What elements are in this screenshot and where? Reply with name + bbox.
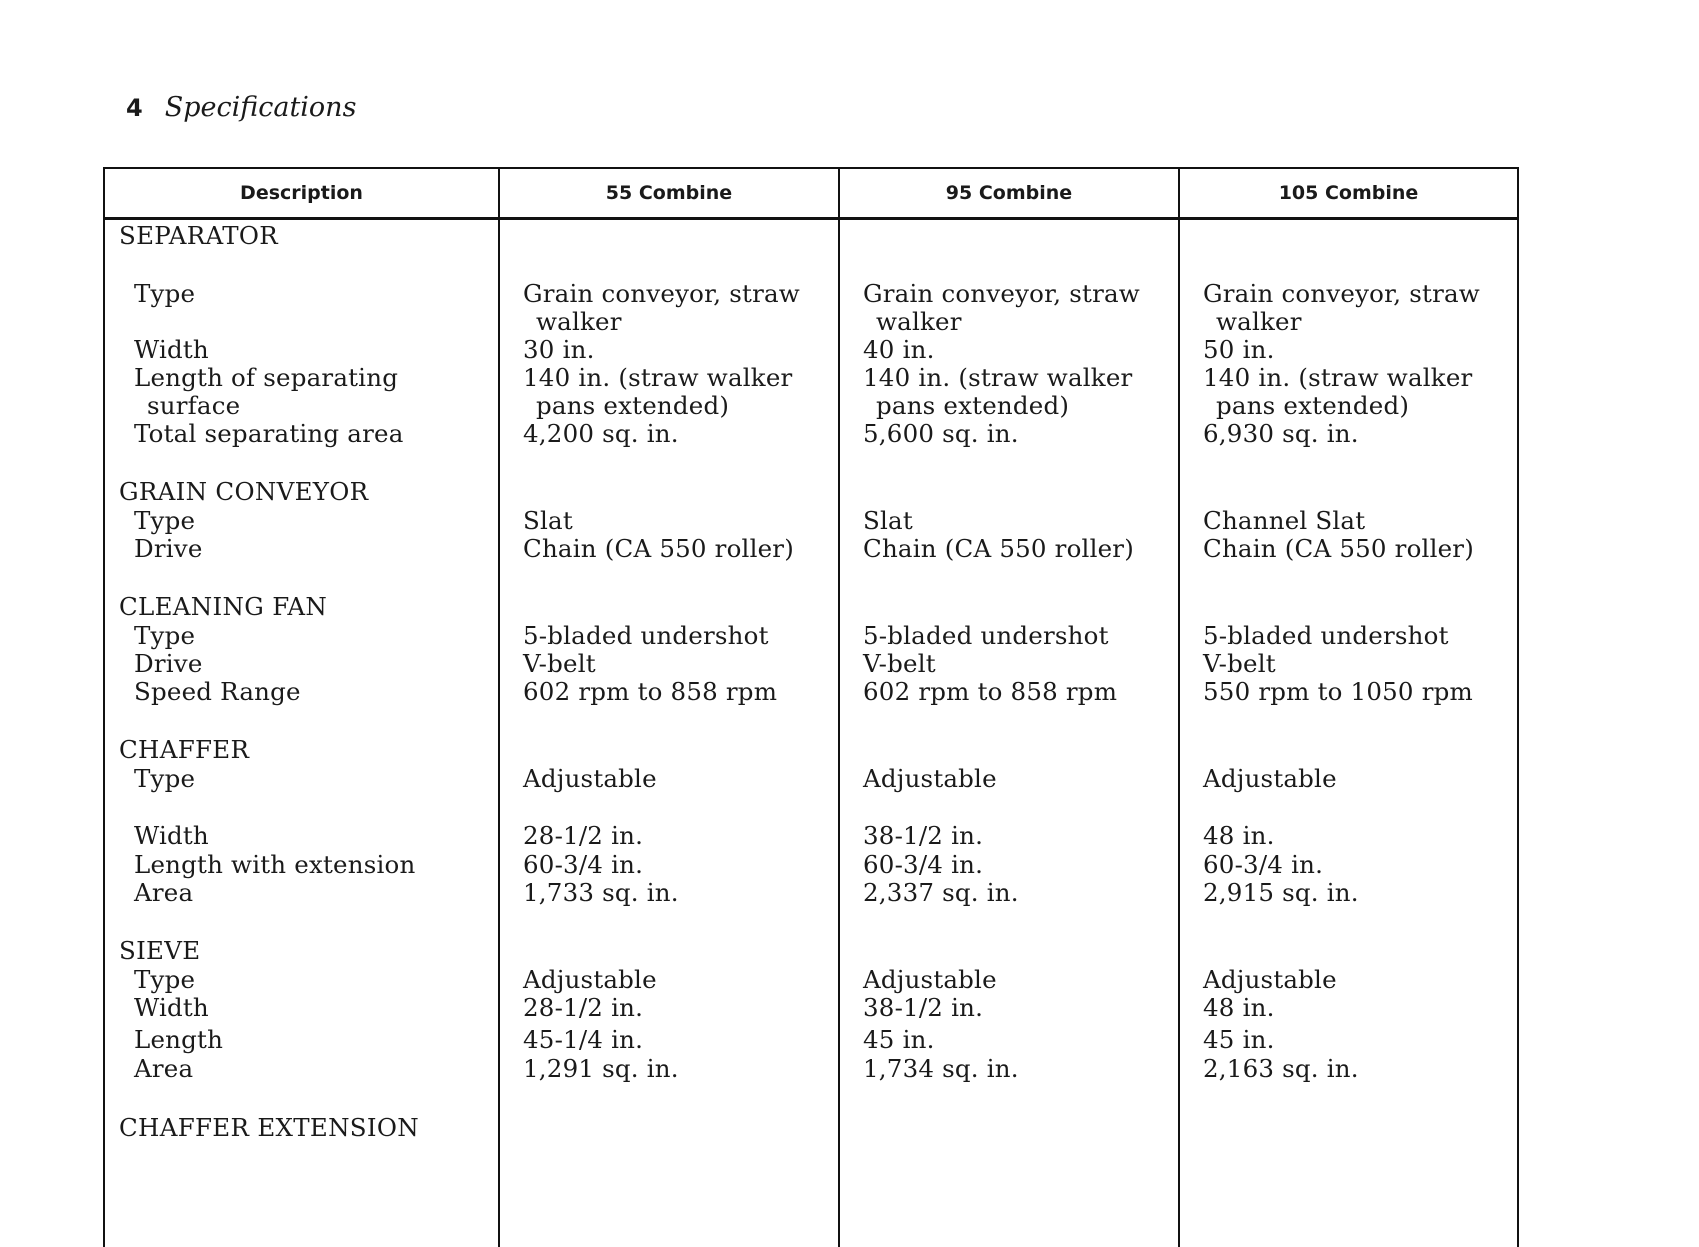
value-cell: 38-1/2 in.: [863, 993, 984, 1022]
value-cell: Chain (CA 550 roller): [523, 534, 794, 563]
row-label: Type: [134, 764, 196, 793]
section-heading: CHAFFER EXTENSION: [119, 1113, 419, 1142]
section-heading: CLEANING FAN: [119, 592, 328, 621]
value-cell: 602 rpm to 858 rpm: [863, 677, 1118, 706]
row-label: Type: [134, 965, 196, 994]
row-label: Length: [134, 1025, 224, 1054]
column-header-description: Description: [240, 182, 363, 204]
value-cell: walker: [1216, 307, 1302, 336]
section-heading: SIEVE: [119, 936, 201, 965]
value-cell: 45-1/4 in.: [523, 1025, 644, 1054]
value-cell: pans extended): [536, 391, 730, 420]
value-cell: Adjustable: [523, 764, 657, 793]
row-label: Width: [134, 993, 209, 1022]
value-cell: Slat: [863, 506, 913, 535]
value-cell: V-belt: [523, 649, 596, 678]
value-cell: 45 in.: [1203, 1025, 1275, 1054]
value-cell: Grain conveyor, straw: [863, 279, 1140, 308]
value-cell: 140 in. (straw walker: [523, 363, 793, 392]
value-cell: 60-3/4 in.: [1203, 850, 1324, 879]
value-cell: 2,915 sq. in.: [1203, 878, 1359, 907]
value-cell: 5,600 sq. in.: [863, 419, 1019, 448]
value-cell: 50 in.: [1203, 335, 1275, 364]
value-cell: 60-3/4 in.: [863, 850, 984, 879]
value-cell: Grain conveyor, straw: [523, 279, 800, 308]
value-cell: 48 in.: [1203, 993, 1275, 1022]
page-header: [126, 92, 356, 123]
value-cell: 2,163 sq. in.: [1203, 1054, 1359, 1083]
value-cell: 28-1/2 in.: [523, 993, 644, 1022]
value-cell: Adjustable: [863, 764, 997, 793]
value-cell: 1,291 sq. in.: [523, 1054, 679, 1083]
column-header-95-combine: 95 Combine: [945, 182, 1073, 204]
value-cell: pans extended): [1216, 391, 1410, 420]
page-title: Specifications: [164, 92, 357, 123]
specifications-table: [103, 167, 1519, 1247]
value-cell: Adjustable: [1203, 965, 1337, 994]
value-cell: 6,930 sq. in.: [1203, 419, 1359, 448]
value-cell: 1,734 sq. in.: [863, 1054, 1019, 1083]
row-label: Total separating area: [134, 419, 404, 448]
value-cell: walker: [536, 307, 622, 336]
table-body: [105, 220, 1517, 1247]
row-label: Drive: [134, 649, 203, 678]
section-heading: GRAIN CONVEYOR: [119, 477, 369, 506]
value-cell: Channel Slat: [1203, 506, 1366, 535]
value-cell: Adjustable: [1203, 764, 1337, 793]
value-cell: 48 in.: [1203, 821, 1275, 850]
value-cell: 2,337 sq. in.: [863, 878, 1019, 907]
value-cell: Slat: [523, 506, 573, 535]
value-cell: 140 in. (straw walker: [1203, 363, 1473, 392]
value-cell: pans extended): [876, 391, 1070, 420]
value-cell: 28-1/2 in.: [523, 821, 644, 850]
row-label: Width: [134, 821, 209, 850]
row-label: Type: [134, 279, 196, 308]
column-header-105-combine: 105 Combine: [1278, 182, 1419, 204]
value-cell: Chain (CA 550 roller): [863, 534, 1134, 563]
value-cell: Adjustable: [523, 965, 657, 994]
row-label: Type: [134, 621, 196, 650]
value-cell: 60-3/4 in.: [523, 850, 644, 879]
row-label: Speed Range: [134, 677, 301, 706]
value-cell: 550 rpm to 1050 rpm: [1203, 677, 1473, 706]
section-heading: CHAFFER: [119, 735, 250, 764]
value-cell: Grain conveyor, straw: [1203, 279, 1480, 308]
value-cell: 602 rpm to 858 rpm: [523, 677, 778, 706]
value-cell: 45 in.: [863, 1025, 935, 1054]
value-cell: V-belt: [863, 649, 936, 678]
row-label: Area: [134, 1054, 194, 1083]
row-label: Length of separating: [134, 363, 399, 392]
value-cell: 30 in.: [523, 335, 595, 364]
column-header-55-combine: 55 Combine: [605, 182, 733, 204]
row-label: Length with extension: [134, 850, 416, 879]
value-cell: 40 in.: [863, 335, 935, 364]
value-cell: 38-1/2 in.: [863, 821, 984, 850]
row-label: Area: [134, 878, 194, 907]
value-cell: 5-bladed undershot: [863, 621, 1109, 650]
value-cell: 4,200 sq. in.: [523, 419, 679, 448]
section-heading: SEPARATOR: [119, 221, 278, 250]
value-cell: walker: [876, 307, 962, 336]
row-label: Width: [134, 335, 209, 364]
row-label: Type: [134, 506, 196, 535]
value-cell: Adjustable: [863, 965, 997, 994]
value-cell: 1,733 sq. in.: [523, 878, 679, 907]
value-cell: 140 in. (straw walker: [863, 363, 1133, 392]
value-cell: 5-bladed undershot: [523, 621, 769, 650]
table-header-row: [105, 169, 1517, 220]
value-cell: Chain (CA 550 roller): [1203, 534, 1474, 563]
row-label: surface: [147, 391, 241, 420]
value-cell: V-belt: [1203, 649, 1276, 678]
row-label: Drive: [134, 534, 203, 563]
page-number: 4: [126, 94, 143, 122]
value-cell: 5-bladed undershot: [1203, 621, 1449, 650]
